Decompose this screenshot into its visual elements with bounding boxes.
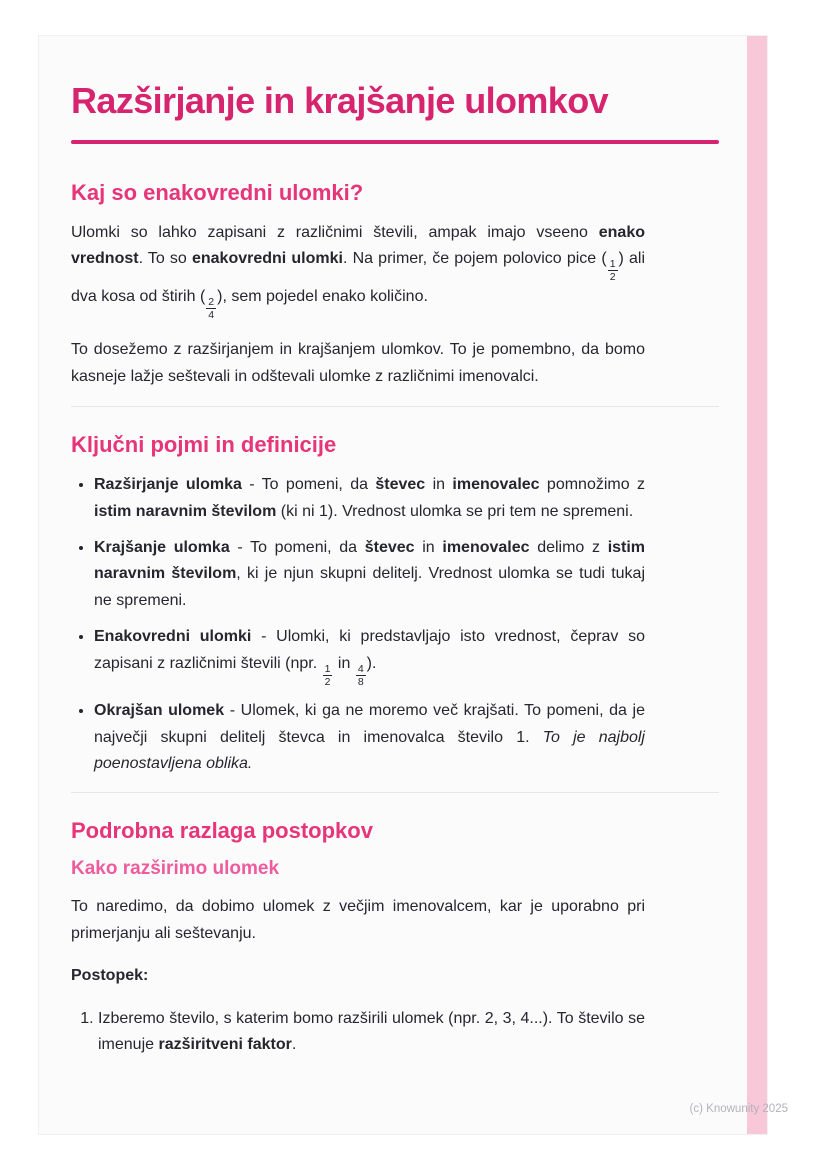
section-heading: Podrobna razlaga postopkov — [71, 818, 373, 844]
page-accent-strip — [747, 36, 767, 1134]
section-heading: Ključni pojmi in definicije — [71, 432, 337, 458]
document-content — [71, 78, 719, 1058]
paragraph: Ulomki so lahko zapisani z različnimi števili, ampak imajo vseeno enako vrednost. To so enakovredni ulomki. Na primer, če pojem polovico pice ( $\frac{1}{2}$ ) ali dva kosa od štirih ( $\frac{2}{4}$ ), sem pojedel enako količino. — [71, 223, 646, 322]
fraction: $\frac{1}{2}$ — [324, 662, 331, 688]
paragraph: To naredimo, da dobimo ulomek z večjim imenovalcem, kar je uporabno pri primerjanju ali seštevanju. — [71, 898, 645, 942]
bullet-item: • Okrajšan ulomek - Ulomek, ki ga ne moremo več krajšati. To pomeni, da je največji skupni delitelj števca in imenovalca število 1. To je najbolj poenostavljena oblika. — [94, 698, 645, 777]
bullet-item: • Krajšanje ulomka - To pomeni, da števec in imenovalec delimo z istim naravnim številom, ki je njun skupni delitelj. Vrednost ulomka se tudi tukaj ne spremeni. — [94, 535, 645, 614]
title-rule — [71, 140, 719, 144]
numbered-list — [71, 1006, 645, 1059]
document-body — [71, 180, 719, 1059]
fraction: $\frac{2}{4}$ — [208, 295, 215, 322]
section-divider — [71, 792, 719, 793]
page-title: Razširjanje in krajšanje ulomkov — [71, 80, 609, 121]
bullet-item: • Razširjanje ulomka - To pomeni, da števec in imenovalec pomnožimo z istim naravnim številom (ki ni 1). Vrednost ulomka se pri tem ne spremeni. — [94, 472, 645, 525]
numbered-item: 1. Izberemo število, s katerim bomo razširili ulomek (npr. 2, 3, 4...). To število se imenuje razširitveni faktor. — [98, 1006, 645, 1059]
fraction: $\frac{4}{8}$ — [357, 662, 364, 688]
section-divider — [71, 406, 719, 407]
paragraph: To dosežemo z razširjanjem in krajšanjem ulomkov. To je pomembno, da bomo kasneje lažje seštevali in odštevali ulomke z različnimi imenovalci. — [71, 341, 645, 385]
subsection-heading: Kako razširimo ulomek — [71, 858, 280, 880]
document-page — [38, 35, 768, 1135]
paragraph: Postopek: — [71, 967, 149, 985]
section-heading: Kaj so enakovredni ulomki? — [71, 179, 364, 205]
copyright-watermark: (c) Knowunity 2025 — [689, 1103, 788, 1115]
bullet-item: • Enakovredni ulomki - Ulomki, ki predstavljajo isto vrednost, čeprav so zapisani z različnimi števili (npr. $\frac{1}{2}$ in $\frac{4}{8}$ ). — [94, 624, 645, 688]
bullet-list — [71, 472, 645, 777]
fraction: $\frac{1}{2}$ — [609, 258, 616, 284]
